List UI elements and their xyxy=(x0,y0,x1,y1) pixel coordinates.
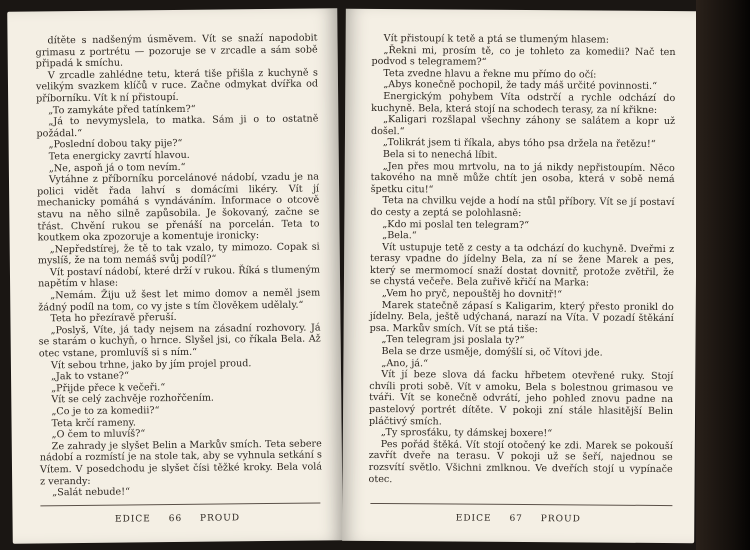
paragraph: „Poslyš, Víte, já tady nejsem na zásadní rozhovory. Já se starám o kuchyň, o hrnce. Slyšel jsi, co říkala Bela. Až otec vstane, promluvíš si s ním.“ xyxy=(38,322,321,360)
footer-edition: EDICE xyxy=(114,514,151,525)
footer-series: PROUD xyxy=(199,513,241,524)
paragraph: „Nepředstírej, že tě to tak vzalo, ty mimozo. Copak si myslíš, že na tom nemáš svůj podíl?“ xyxy=(37,241,320,267)
paragraph: „Jak to vstane?“ xyxy=(50,370,130,383)
paragraph: Ze zahrady je slyšet Belin a Markův smích. Teta sebere nádobí a rozmístí je na stole tak, aby se vyhnula setkání s Vítem. V posedchodu je slyšet čísi těžké kroky. Bela volá z verandy: xyxy=(39,438,323,487)
paragraph: dítěte s nadšeným úsměvem. Vít se snaží napodobit grimasu z portrétu — pozoruje se v zrcadle a sám sobě připadá k smíchu. xyxy=(35,32,318,70)
footer-series: PROUD xyxy=(540,514,581,525)
paragraph: „Nemám. Žiju už šest let mimo domov a neměl jsem žádný podíl na tom, co vy jste s tím člověkem udělaly.“ xyxy=(38,287,321,314)
paragraph: Vít ustupuje tetě z cesty a ta odchází do kuchyně. Dveřmi z terasy vpadne do jídelny Bela, za ní se žene Marek a pes, který se mermomocí snaží dostat dovnitř, protože zvětřil, že se chystá večeře. Bela zuřivě křičí na Marka: xyxy=(369,241,675,289)
paragraph: Teta energicky zavrtí hlavou. xyxy=(48,149,190,163)
paragraph: „To zamykáte před tatínkem?“ xyxy=(48,103,196,116)
paragraph: Bela se drze usměje, domýšlí si, oč Vítovi jde. xyxy=(381,346,603,359)
paragraph: Vít přistoupí k tetě a ptá se tlumeným hlasem: xyxy=(383,33,610,46)
paragraph: „O čem to mluvíš?“ xyxy=(51,428,146,441)
left-footer-rule xyxy=(40,502,320,506)
footer-edition: EDICE xyxy=(455,513,492,524)
paragraph: „Ten telegram jsi poslala ty?“ xyxy=(381,334,525,347)
paragraph: V zrcadle zahlédne tetu, která tiše přišla z kuchyně s velikým svazkem klíčů v ruce. Začne odmykat dvířka od příborníku. Vít k ní přistoupí. xyxy=(35,67,319,105)
paragraph: Vít postaví nádobí, které drží v rukou. Říká s tlumeným napětím v hlase: xyxy=(38,264,321,290)
paragraph: Vytáhne z příborníku porcelánové nádobí, vzadu je na polici vidět řada lahví s domácími likéry. Vít jí mechanicky pomáhá s vyndáváním. Informace o otcově stavu na něho silně zapůsobila. Je šokovaný, začne se třást. Chvění rukou se přenáší na porcelán. Teta to koutkem oka zpozoruje a komentuje ironicky: xyxy=(37,171,320,244)
paragraph: Teta zvedne hlavu a řekne mu přímo do očí: xyxy=(383,67,597,81)
paragraph: „Přijde přece k večeři.“ xyxy=(51,381,166,395)
paragraph: Teta na chvilku vejde a hodí na stůl příbory. Vít se jí postaví do cesty a zeptá se polohlasně: xyxy=(370,195,675,219)
paragraph: „Jen přes mou mrtvolu, na to já nikdy nepřistoupím. Něco takového na mně může chtít jen osoba, která v sobě nemá špetku citu!“ xyxy=(370,160,675,196)
paragraph: „Tolikrát jsem ti říkala, abys tóho psa držela na řetězu!“ xyxy=(382,137,656,151)
paragraph: „Kaligari rozšlapal všechny záhony se salátem a kopr už došel.“ xyxy=(370,114,676,137)
paragraph: „Já to nevymyslela, to matka. Sám ji o to ostatně požádal.“ xyxy=(36,113,319,140)
paragraph: „Řekni mi, prosím tě, co je tohleto za komedii? Nač ten podvod s telegramem?“ xyxy=(371,44,676,68)
paragraph: „Ne, aspoň já o tom nevím.“ xyxy=(48,161,186,174)
paragraph: „Poslední dobou taky pije?“ xyxy=(48,138,183,151)
right-page xyxy=(342,9,698,543)
paragraph: Teta krčí rameny. xyxy=(51,417,136,429)
left-page-text xyxy=(35,32,322,499)
left-page-footer xyxy=(13,512,343,525)
paragraph: Vít se celý zachvěje rozhořčením. xyxy=(51,393,215,406)
paragraph: Marek statečně zápasí s Kaligarim, který přesto pronikl do jídelny. Bela, ještě udýchaná, narazí na Víta. V pozadí štěkání psa. Markův smích. Vít se ptá tiše: xyxy=(369,299,674,335)
right-page-text xyxy=(369,33,676,487)
paragraph: „Abys konečně pochopil, že tady máš určité povinnosti.“ xyxy=(383,79,658,93)
paragraph: „Bela.“ xyxy=(382,230,417,242)
paragraph: Vít sebou trhne, jako by jím projel proud. xyxy=(50,357,252,371)
paragraph: Vít jí beze slova dá facku hřbetem otevřené ruky. Stojí chvíli proti sobě. Vít v amoku, Bela s bolestnou grimasou ve tváři. Vít se konečně odvrátí, jeho pohled znovu padne na pastelový portrét dítěte. V pokoji zní stále hlasitější Belin pláčtivý smích. xyxy=(368,369,674,428)
paragraph: „Kdo mi poslal ten telegram?“ xyxy=(382,218,530,231)
left-page xyxy=(7,8,343,543)
paragraph: „Vem ho pryč, nepouštěj ho dovnitř!“ xyxy=(381,288,563,301)
paragraph: Pes pořád štěká. Vít stojí otočený ke zdi. Marek se pokouší zavřít dveře na terasu. V pokoji už se šeří, najednou se rozsvítí světlo. Všichni zmlknou. Ve dveřích stojí u vypínače otec. xyxy=(368,438,673,485)
paragraph: Bela si to nenechá líbit. xyxy=(382,148,498,161)
footer-page-number: 67 xyxy=(509,513,523,525)
right-page-footer xyxy=(342,513,694,525)
paragraph: „Ano, já.“ xyxy=(381,357,429,369)
paragraph: Energickým pohybem Vítа odstrčí a rychle odchází do kuchyně. Bela, která stojí na schodech terasy, za ní křikne: xyxy=(371,91,676,116)
paragraph: „Ty sprosťáku, ty dámskej boxere!“ xyxy=(380,427,553,440)
paragraph: „Salát nebude!“ xyxy=(52,486,131,499)
footer-page-number: 66 xyxy=(168,513,183,525)
right-footer-rule xyxy=(370,503,672,506)
paragraph: Teta ho přezíravě přeruší. xyxy=(50,312,177,325)
paragraph: „Co je to za komedii?“ xyxy=(51,405,160,418)
book-edge-shadow xyxy=(696,0,750,550)
